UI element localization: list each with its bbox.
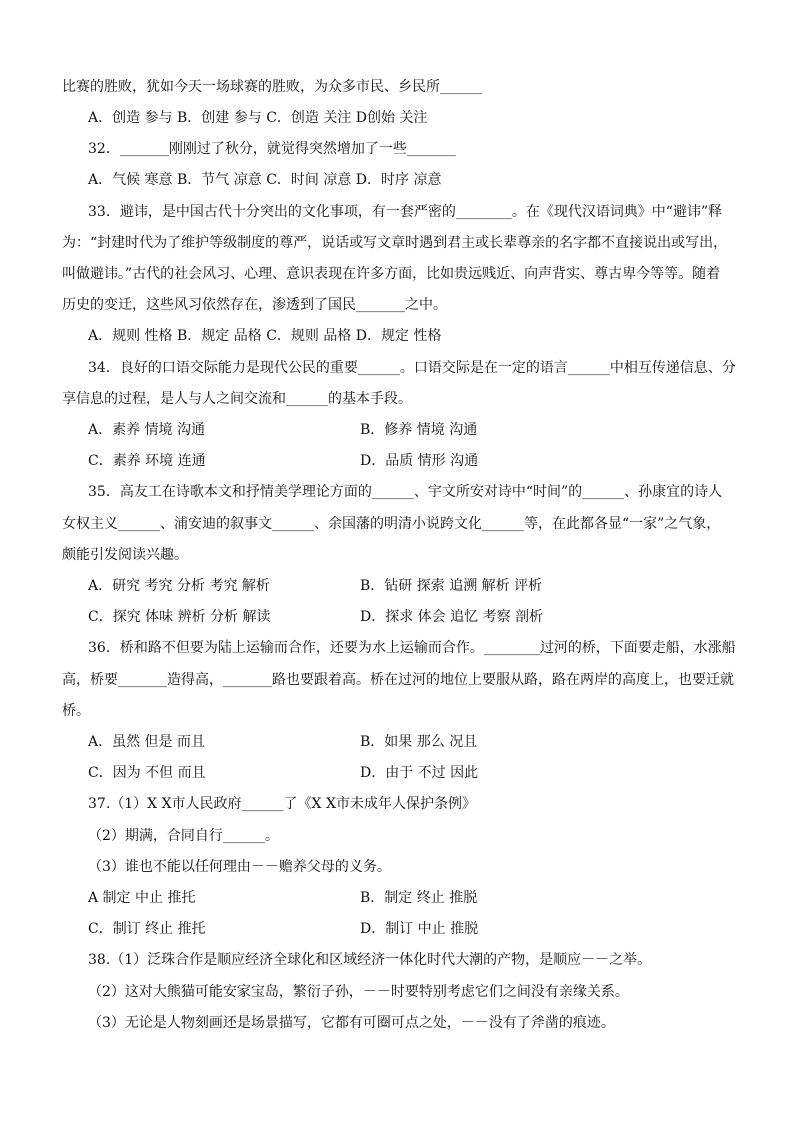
option-b: B．制定 终止 推脱	[360, 890, 478, 906]
text-line: 颇能引发阅读兴趣。	[62, 547, 188, 563]
question-37: 37.（1）X X市人民政府______了《X X市未成年人保护条例》	[88, 796, 476, 812]
options-q33: A．规则 性格 B．规定 品格 C．规则 品格 D．规定 性格	[88, 328, 442, 344]
option-b: B．修养 情境 沟通	[360, 422, 478, 438]
text-line: 叫做避讳。”古代的社会风习、心理、意识表现在许多方面，比如贵远贱近、向声背实、尊古卑今等等。随着	[62, 266, 721, 282]
option-a: A．虽然 但是 而且	[88, 734, 206, 750]
option-a: A．素养 情境 沟通	[88, 422, 206, 438]
option-c: C．制订 终止 推托	[88, 921, 206, 937]
text-line: 比赛的胜败，犹如今天一场球赛的胜败，为众多市民、乡民所______	[62, 79, 482, 95]
text-line: 女权主义______、浦安迪的叙事文______、余国藩的明清小说跨文化______等，在此都各显“一家”之气象，	[62, 516, 721, 532]
question-38-3: （3）无论是人物刻画还是场景描写，它都有可圈可点之处，－－没有了斧凿的痕迹。	[88, 1015, 615, 1031]
options-q31: A．创造 参与 B．创建 参与 C．创造 关注 D创始 关注	[88, 110, 428, 126]
question-37-3: （3）谁也不能以任何理由－－赡养父母的义务。	[88, 859, 391, 875]
text-line: 享信息的过程，是人与人之间交流和______的基本手段。	[62, 391, 412, 407]
question-37-2: （2）期满，合同自行______。	[88, 828, 279, 844]
text-line: 高，桥要_______造得高，_______路也要跟着高。桥在过河的地位上要服从路，路在两岸的高度上，也要迁就	[62, 672, 734, 688]
text-line: 历史的变迁，这些风习依然存在，渗透到了国民_______之中。	[62, 297, 447, 313]
option-b: B．钻研 探索 追溯 解析 评析	[360, 578, 543, 594]
option-c: C．因为 不但 而且	[88, 765, 206, 781]
option-d: D．品质 情形 沟通	[360, 453, 479, 469]
options-q32: A．气候 寒意 B．节气 凉意 C．时间 凉意 D．时序 凉意	[88, 172, 442, 188]
option-c: C．探究 体味 辨析 分析 解读	[88, 609, 271, 625]
question-34: 34．良好的口语交际能力是现代公民的重要______。口语交际是在一定的语言______中相互传递信息、分	[88, 360, 736, 376]
question-32: 32．_______刚刚过了秋分，就觉得突然增加了一些_______	[88, 141, 456, 157]
question-35: 35．高友工在诗歌本文和抒情美学理论方面的______、宇文所安对诗中“时间”的______、孙康宜的诗人	[88, 484, 723, 500]
option-d: D．制订 中止 推脱	[360, 921, 479, 937]
text-line: 为：“封建时代为了维护等级制度的尊严，说话或写文章时遇到君主或长辈尊亲的名字都不直接说出或写出，	[62, 235, 728, 251]
question-36: 36．桥和路不但要为陆上运输而合作，还要为水上运输而合作。________过河的桥，下面要走船，水涨船	[88, 640, 736, 656]
question-33: 33．避讳，是中国古代十分突出的文化事项，有一套严密的________。在《现代汉语词典》中“避讳”释	[88, 204, 723, 220]
option-d: D．探求 体会 追忆 考察 剖析	[360, 609, 544, 625]
option-a: A 制定 中止 推托	[88, 890, 196, 906]
question-38-2: （2）这对大熊猫可能安家宝岛，繁衍子孙，－－时要特别考虑它们之间没有亲缘关系。	[88, 984, 629, 1000]
question-38: 38.（1）泛珠合作是顺应经济全球化和区域经济一体化时代大潮的产物，是顺应－－之举。	[88, 952, 652, 968]
option-a: A．研究 考究 分析 考究 解析	[88, 578, 270, 594]
option-b: B．如果 那么 况且	[360, 734, 478, 750]
option-c: C．素养 环境 连通	[88, 453, 206, 469]
option-d: D．由于 不过 因此	[360, 765, 479, 781]
text-line: 桥。	[62, 703, 90, 719]
